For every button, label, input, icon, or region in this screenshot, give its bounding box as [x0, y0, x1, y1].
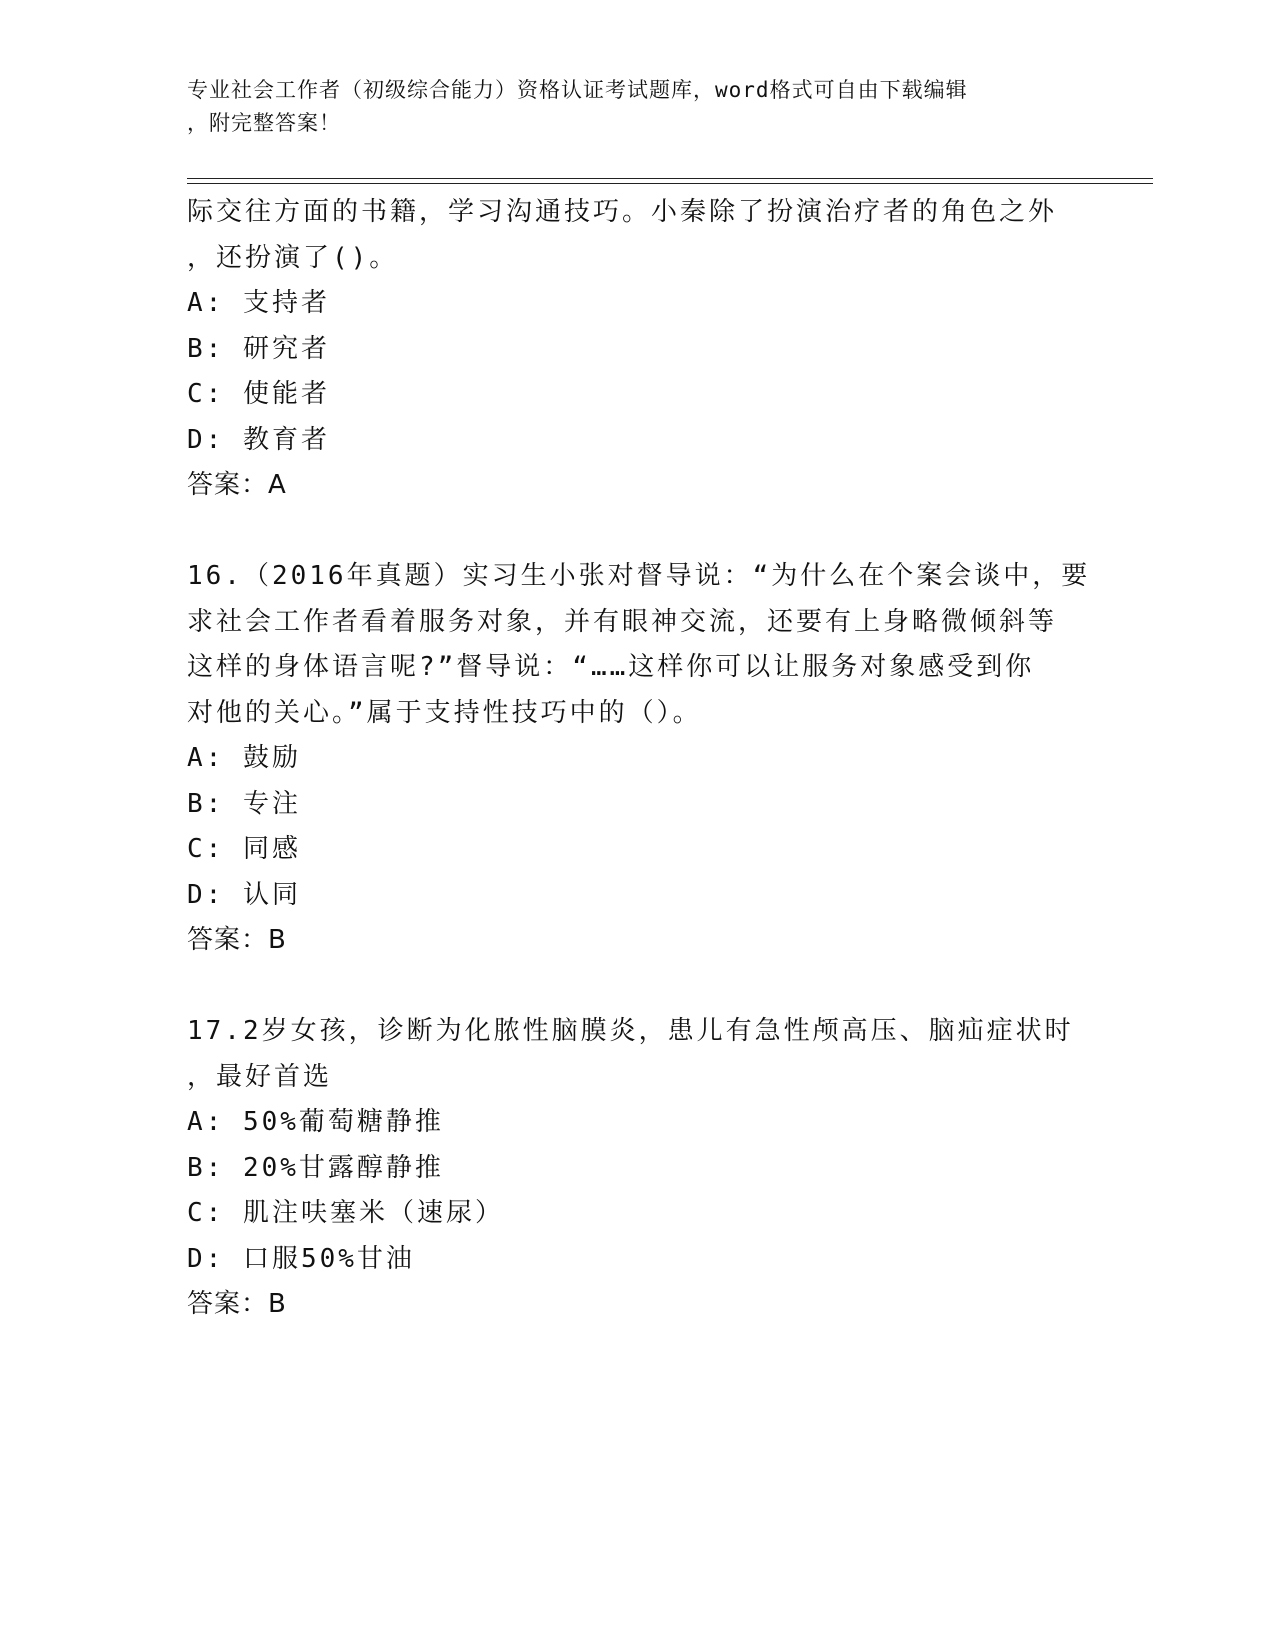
- question-content: [187, 190, 1091, 1328]
- header-divider-top: [187, 178, 1153, 179]
- option-d: D: 口服50%甘油: [187, 1243, 415, 1274]
- question-17: [187, 1009, 1087, 1328]
- option-c: C: 肌注呋塞米（速尿）: [187, 1198, 504, 1228]
- question-spacer: [187, 509, 1087, 555]
- option-a: A: 50%葡萄糖静推: [187, 1107, 444, 1137]
- question-stem-line: 对他的关心。”属于支持性技巧中的（）。: [187, 697, 702, 728]
- question-stem-line: 17.2岁女孩，诊断为化脓性脑膜炎，患儿有急性颅高压、脑疝症状时: [187, 1016, 1074, 1046]
- option-c: C: 同感: [187, 834, 301, 864]
- option-d: D: 教育者: [187, 424, 330, 455]
- question-stem-line: ，最好首选: [187, 1061, 333, 1092]
- option-a: A: 支持者: [187, 288, 330, 318]
- header-title-line-2: ，附完整答案！: [187, 111, 341, 135]
- answer-line: 答案：B: [187, 1289, 287, 1319]
- question-stem-line: 这样的身体语言呢?”督导说：“……这样你可以让服务对象感受到你: [187, 652, 1035, 682]
- question-stem-line: 际交往方面的书籍，学习沟通技巧。小秦除了扮演治疗者的角色之外: [187, 197, 1058, 227]
- option-b: B: 专注: [187, 788, 301, 819]
- answer-line: 答案：A: [187, 470, 287, 500]
- option-a: A: 鼓励: [187, 743, 301, 773]
- option-b: B: 20%甘露醇静推: [187, 1152, 444, 1183]
- header-title-line-1: 专业社会工作者（初级综合能力）资格认证考试题库，word格式可自由下载编辑: [187, 78, 968, 102]
- option-d: D: 认同: [187, 879, 301, 910]
- question-spacer: [187, 964, 1087, 1010]
- question-16: [187, 554, 1091, 964]
- question-stem-line: 求社会工作者看着服务对象，并有眼神交流，还要有上身略微倾斜等: [187, 606, 1058, 637]
- question-stem-line: 16.（2016年真题）实习生小张对督导说：“为什么在个案会谈中，要: [187, 561, 1091, 591]
- question-15: [187, 190, 1087, 509]
- page-header: [187, 74, 1087, 140]
- header-divider-bottom: [187, 183, 1153, 184]
- option-c: C: 使能者: [187, 379, 330, 409]
- option-b: B: 研究者: [187, 333, 330, 364]
- answer-line: 答案：B: [187, 925, 287, 955]
- question-stem-line: ，还扮演了()。: [187, 242, 399, 273]
